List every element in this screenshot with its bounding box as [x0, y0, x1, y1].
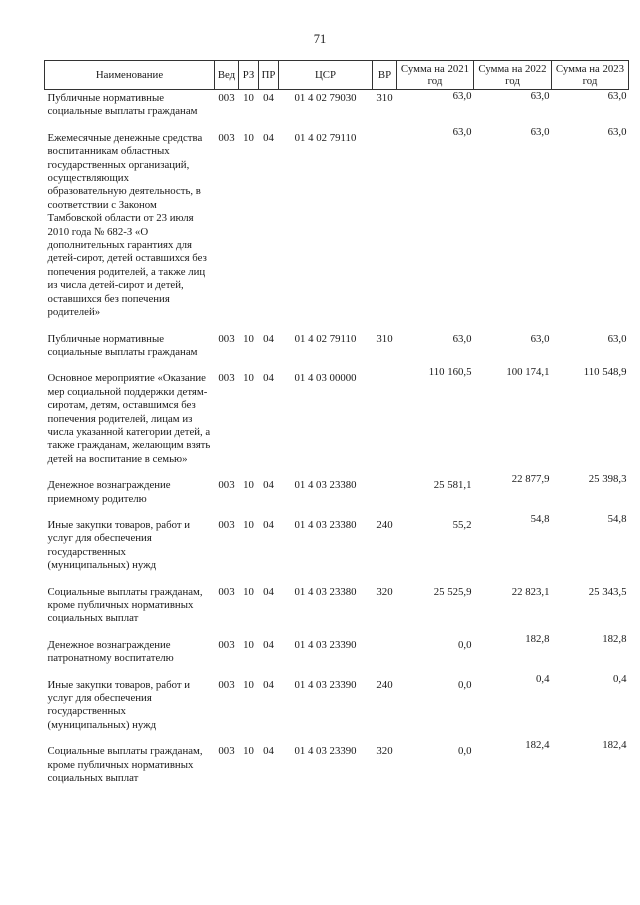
table-row: [45, 126, 629, 327]
budget-table: [44, 60, 629, 792]
row-pr: 04: [263, 745, 274, 758]
row-ved: 003: [218, 585, 235, 598]
header-name: Наименование: [45, 61, 215, 90]
header-ved: Вед: [215, 61, 239, 90]
row-sum-2022: 0,4: [536, 672, 550, 685]
row-csr: 01 4 02 79110: [294, 131, 357, 144]
row-vr: [373, 633, 397, 673]
table-row: [45, 90, 629, 126]
table-row: [45, 633, 629, 673]
row-name: Ежемесячные денежные средства воспитанникам областных государственных организаций, осуществляющих образовательную деятельность, в соответствии с Законом Тамбовской области от 23 июля 2010 года № 682-З «О дополнительных гарантиях для детей-сирот, детей оставшихся без попечения родителей, а также лиц из числа детей-сирот и детей, оставшихся без попечения родителей»: [47, 131, 207, 319]
row-sum-2023: 182,8: [602, 632, 627, 645]
row-rz: 10: [243, 372, 254, 385]
row-ved: 003: [218, 745, 235, 758]
row-sum-2022: 100 174,1: [506, 366, 550, 379]
table-row: [45, 327, 629, 367]
row-csr: 01 4 03 23380: [294, 479, 357, 492]
row-csr: 01 4 02 79030: [294, 92, 357, 104]
row-csr: 01 4 03 23390: [294, 745, 357, 758]
row-name: Денежное вознаграждение патронатному воспитателю: [47, 638, 174, 665]
row-sum-2021: 55,2: [452, 518, 472, 531]
row-name: Иные закупки товаров, работ и услуг для обеспечения государственных (муниципальных) нужд: [47, 518, 191, 572]
table-row: [45, 739, 629, 792]
row-name: Публичные нормативные социальные выплаты гражданам: [47, 332, 198, 358]
row-sum-2023: 25 343,5: [588, 585, 627, 598]
table-row: [45, 366, 629, 473]
row-name: Социальные выплаты гражданам, кроме публичных нормативных социальных выплат: [47, 585, 203, 625]
row-sum-2023: 110 548,9: [583, 366, 627, 379]
row-sum-2023: 0,4: [613, 672, 627, 685]
row-sum-2021: 63,0: [452, 125, 472, 138]
row-pr: 04: [263, 638, 274, 651]
header-sum-2023: Сумма на 2023 год: [552, 61, 629, 90]
row-ved: 003: [218, 638, 235, 651]
row-sum-2022: 54,8: [530, 512, 550, 525]
table-row: [45, 673, 629, 740]
row-sum-2023: 63,0: [607, 332, 627, 345]
row-pr: 04: [263, 131, 274, 144]
row-sum-2021: 25 581,1: [433, 479, 472, 492]
row-vr: [373, 126, 397, 327]
row-sum-2022: 182,4: [525, 739, 550, 752]
row-vr: [373, 366, 397, 473]
row-ved: 003: [218, 332, 235, 345]
row-ved: 003: [218, 92, 235, 104]
row-csr: 01 4 03 23390: [294, 638, 357, 651]
row-sum-2022: 22 877,9: [511, 473, 550, 486]
row-vr: 240: [376, 678, 393, 691]
page-number: 71: [313, 32, 327, 46]
row-vr: 310: [376, 332, 393, 345]
row-vr: 240: [376, 518, 393, 531]
row-name: Публичные нормативные социальные выплаты гражданам: [47, 92, 198, 118]
row-sum-2022: 63,0: [530, 332, 550, 345]
row-sum-2022: 22 823,1: [511, 585, 550, 598]
row-rz: 10: [243, 332, 254, 345]
row-ved: 003: [218, 131, 235, 144]
row-sum-2021: 63,0: [452, 90, 472, 102]
row-sum-2023: 63,0: [607, 90, 627, 102]
row-sum-2021: 110 160,5: [428, 366, 472, 379]
row-pr: 04: [263, 479, 274, 492]
header-sum-2022: Сумма на 2022 год: [474, 61, 552, 90]
header-rz: РЗ: [239, 61, 259, 90]
row-rz: 10: [243, 745, 254, 758]
header-csr: ЦСР: [279, 61, 373, 90]
row-pr: 04: [263, 678, 274, 691]
row-rz: 10: [243, 92, 254, 104]
row-sum-2021: 25 525,9: [433, 585, 472, 598]
row-sum-2022: 182,8: [525, 632, 550, 645]
row-rz: 10: [243, 518, 254, 531]
row-csr: 01 4 03 00000: [294, 372, 357, 385]
row-vr: 310: [376, 92, 393, 104]
row-sum-2021: 0,0: [458, 638, 472, 651]
row-sum-2021: 0,0: [458, 745, 472, 758]
row-rz: 10: [243, 678, 254, 691]
row-rz: 10: [243, 638, 254, 651]
row-pr: 04: [263, 518, 274, 531]
row-sum-2021: 63,0: [452, 332, 472, 345]
row-vr: 320: [376, 745, 393, 758]
row-sum-2022: 63,0: [530, 90, 550, 102]
row-ved: 003: [218, 372, 235, 385]
row-sum-2021: 0,0: [458, 678, 472, 691]
row-sum-2023: 182,4: [602, 739, 627, 752]
row-csr: 01 4 03 23390: [294, 678, 357, 691]
row-pr: 04: [263, 92, 274, 104]
row-pr: 04: [263, 372, 274, 385]
header-vr: ВР: [373, 61, 397, 90]
table-row: [45, 513, 629, 580]
row-name: Денежное вознаграждение приемному родителю: [47, 479, 171, 505]
row-ved: 003: [218, 479, 235, 492]
row-rz: 10: [243, 131, 254, 144]
row-pr: 04: [263, 585, 274, 598]
table-header-row: [45, 61, 629, 90]
row-csr: 01 4 02 79110: [294, 332, 357, 345]
row-ved: 003: [218, 678, 235, 691]
row-rz: 10: [243, 585, 254, 598]
row-csr: 01 4 03 23380: [294, 585, 357, 598]
row-csr: 01 4 03 23380: [294, 518, 357, 531]
table-row: [45, 580, 629, 633]
row-name: Социальные выплаты гражданам, кроме публичных нормативных социальных выплат: [47, 745, 203, 785]
row-name: Иные закупки товаров, работ и услуг для обеспечения государственных (муниципальных) нужд: [47, 678, 191, 731]
table-row: [45, 473, 629, 513]
row-vr: 320: [376, 585, 393, 598]
row-vr: [373, 473, 397, 513]
row-pr: 04: [263, 332, 274, 345]
row-ved: 003: [218, 518, 235, 531]
header-pr: ПР: [259, 61, 279, 90]
row-sum-2022: 63,0: [530, 125, 550, 138]
row-rz: 10: [243, 479, 254, 492]
row-sum-2023: 54,8: [607, 512, 627, 525]
row-sum-2023: 25 398,3: [588, 473, 627, 486]
header-sum-2021: Сумма на 2021 год: [397, 61, 474, 90]
row-name: Основное мероприятие «Оказание мер социальной поддержки детям-сиротам, детям, оставшимся без попечения родителей, лицам из числа указанной категории детей, а также гражданам, желающим взять детей на воспитание в семью»: [47, 372, 211, 465]
row-sum-2023: 63,0: [607, 125, 627, 138]
